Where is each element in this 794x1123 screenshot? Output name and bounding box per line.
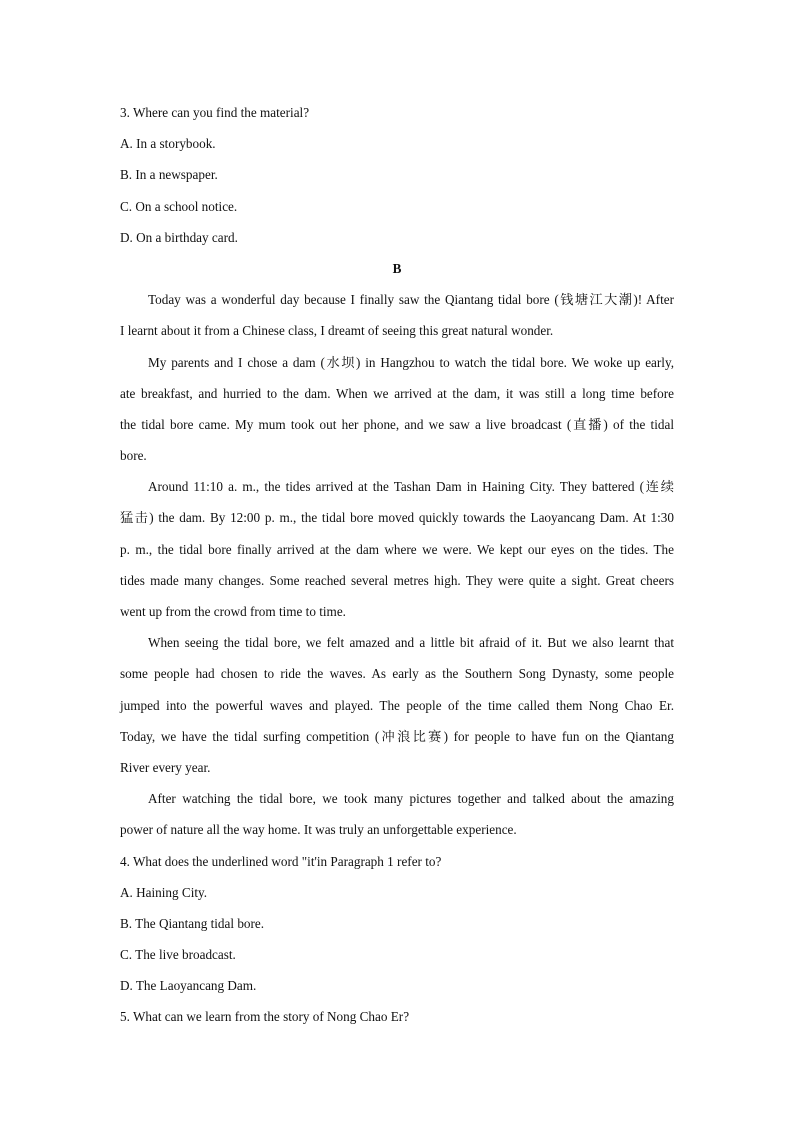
question-5-stem: 5. What can we learn from the story of Nong Chao Er? xyxy=(120,1009,410,1025)
question-4-option-d: D. The Laoyancang Dam. xyxy=(120,978,257,994)
question-3-option-a: A. In a storybook. xyxy=(120,136,216,152)
passage-line: p. m., the tidal bore finally arrived at the dam where we were. We kept our eyes on the tides. The xyxy=(120,541,674,557)
passage-line: After watching the tidal bore, we took many pictures together and talked about the amazing xyxy=(148,791,674,807)
passage-line: bore. xyxy=(120,448,147,464)
passage-line: some people had chosen to ride the waves. As early as the Southern Song Dynasty, some people xyxy=(120,666,674,682)
question-4-stem: 4. What does the underlined word "it'in Paragraph 1 refer to? xyxy=(120,853,442,869)
passage-line: Today, we have the tidal surfing competition (冲浪比赛) for people to have fun on the Qiantang xyxy=(120,728,674,744)
passage-line: jumped into the powerful waves and played. The people of the time called them Nong Chao Er. xyxy=(120,697,674,713)
passage-paragraph xyxy=(120,474,674,630)
passage-line: power of nature all the way home. It was truly an unforgettable experience. xyxy=(120,822,517,838)
passage-line: When seeing the tidal bore, we felt amazed and a little bit afraid of it. But we also learnt that xyxy=(148,635,674,651)
question-5 xyxy=(120,1004,674,1035)
question-4-option-b: B. The Qiantang tidal bore. xyxy=(120,915,265,931)
passage-line: Today was a wonderful day because I finally saw the Qiantang tidal bore (钱塘江大潮)! After xyxy=(148,292,674,308)
document-page xyxy=(120,100,674,1036)
passage-line: tides made many changes. Some reached several metres high. They were quite a sight. Great cheers xyxy=(120,572,674,588)
question-3 xyxy=(120,100,674,256)
passage-line: Around 11:10 a. m., the tides arrived at the Tashan Dam in Haining City. They battered (连续 xyxy=(148,479,674,495)
question-3-option-c: C. On a school notice. xyxy=(120,198,238,214)
passage-line: the tidal bore came. My mum took out her phone, and we saw a live broadcast (直播) of the tidal xyxy=(120,416,674,432)
passage-line: I learnt about it from a Chinese class, I dreamt of seeing this great natural wonder. xyxy=(120,323,554,339)
passage-paragraph xyxy=(120,630,674,786)
passage-line: 猛击) the dam. By 12:00 p. m., the tidal bore moved quickly towards the Laoyancang Dam. At 1:30 xyxy=(120,510,674,526)
section-title: B xyxy=(392,260,402,276)
passage-line: ate breakfast, and hurried to the dam. When we arrived at the dam, it was still a long time before xyxy=(120,385,674,401)
question-4-option-c: C. The live broadcast. xyxy=(120,947,236,963)
question-3-option-d: D. On a birthday card. xyxy=(120,229,238,245)
question-4-option-a: A. Haining City. xyxy=(120,884,208,900)
reading-passage xyxy=(120,287,674,848)
passage-paragraph xyxy=(120,287,674,349)
passage-paragraph xyxy=(120,786,674,848)
passage-line: My parents and I chose a dam (水坝) in Hangzhou to watch the tidal bore. We woke up early, xyxy=(148,354,674,370)
question-3-stem: 3. Where can you find the material? xyxy=(120,105,310,120)
question-3-option-b: B. In a newspaper. xyxy=(120,167,218,183)
passage-line: River every year. xyxy=(120,759,211,775)
question-4 xyxy=(120,849,674,1005)
passage-line: went up from the crowd from time to time. xyxy=(120,604,346,619)
passage-paragraph xyxy=(120,350,674,475)
